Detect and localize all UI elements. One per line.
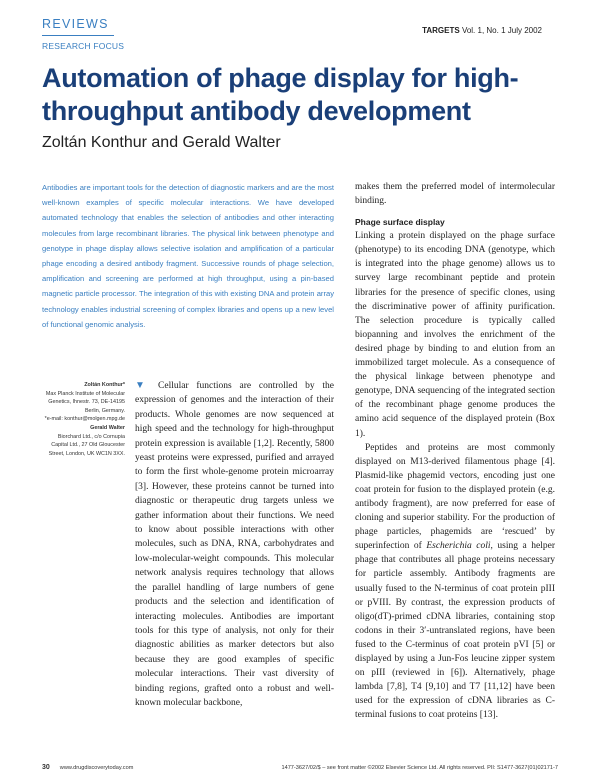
author-affiliations xyxy=(42,381,125,458)
paragraph-2-part-a: Peptides and proteins are most commonly displayed on M13-derived filamentous phage [4]. Plasmid-like phagemid vectors, encoding just one coat protein for fusion to the displayed protein (e.g. antibody fragment), are now preferred for ease of cloning and superior stability. For the production of phage particles, phagemids are ‘rescued’ by superinfection of xyxy=(355,442,555,552)
section-marker-icon: ▼ xyxy=(135,380,151,391)
footer-legal: 1477-3627/02/$ – see front matter ©2002 Elsevier Science Ltd. All rights reserved. PII: S1477-3627(01)02171-7 xyxy=(281,765,558,771)
body-column-left xyxy=(135,379,334,710)
section-label: REVIEWS xyxy=(42,17,109,31)
intro-paragraph: Cellular functions are controlled by the expression of genomes and the interaction of their products. Whole genomes are now sequenced at high speed and the technology for high-throughput protein expression is available [1,2]. Recently, 5800 yeast proteins were expressed, purified and arrayed to form the first whole-genome protein microarray [3]. However, these proteins cannot be turned into diagnostic or therapeutic drug targets unless we gather information about their functions. We need to know about possible interactions with other molecules, such as DNA, RNA, carbohydrates and low-molecular-weight compounds. This molecular network analysis requires technology that allows the parallel handling of large numbers of gene products and the selection and identification of interacting molecules. Antibodies are important tools for this type of analysis, not only for their diagnostic abilities as marker detectors but also because they are good examples of specific molecular interactions. Their vast diversity of binding regions, grafted onto a robust and well-known molecular backbone, xyxy=(135,381,334,708)
journal-name: TARGETS xyxy=(422,26,460,35)
page-number: 30 xyxy=(42,764,50,771)
continuation-text: makes them the preferred model of intermolecular binding. xyxy=(355,182,555,207)
author2-name: Gerald Walter xyxy=(90,424,125,431)
journal-issue: Vol. 1, No. 1 July 2002 xyxy=(461,26,542,35)
author1-email: *e-mail: konthur@molgen.mpg.de xyxy=(44,416,125,423)
section-rule xyxy=(42,35,114,36)
paragraph-1: Linking a protein displayed on the phage surface (phenotype) to its encoding DNA (genotype, which is integrated into the phage genome) allows us to survey large recombinant peptide and protein libraries for the presence of specific clones, using the discriminative power of affinity purification. The selection procedure is typically called biopanning and involves the enrichment of the desired phage by binding to and elution from an immobilized target molecule. As a consequence of the physical linkage between phenotype and genotype, DNA sequencing of the integrated section of the recombinant phage genome produces the amino acid sequence of the displayed protein (Box 1). xyxy=(355,231,555,439)
paragraph-2-part-b: , using a helper phage that contributes all phage proteins necessary for particle assembly. Antibody fragments are usually fused to the N-terminus of coat protein pIII or pVIII. By contrast, the expression products of oligo(dT)-primed cDNA libraries, containing stop codons in their 3′-untranslated regions, have been fused to the C-terminus of coat protein pVI [5] or displayed by using a Jun-Fos leucine zipper system on pIII (reviewed in [6]). Alternatively, phage lambda [7,8], T4 [9,10] and T7 [11,12] have been used for the expression of cDNA libraries as C-terminal fusions to coat proteins [13]. xyxy=(355,541,555,721)
journal-citation xyxy=(422,26,542,35)
subsection-label: RESEARCH FOCUS xyxy=(42,41,125,51)
author1-institution: Max Planck Institute of Molecular Genetics, Ihnestr. 73, DE-14195 Berlin, Germany. xyxy=(45,390,125,414)
paragraph-2 xyxy=(355,441,555,723)
species-name: Escherichia coli xyxy=(426,541,491,552)
article-authors: Zoltán Konthur and Gerald Walter xyxy=(42,134,281,151)
author2-institution: Biorchard Ltd., c/o Cornupia Capital Ltd., 27 Old Gloucester Street, London, UK WC1N 3XX. xyxy=(48,433,125,457)
page-footer xyxy=(42,764,558,771)
footer-url[interactable]: www.drugdiscoverytoday.com xyxy=(59,765,134,771)
author1-name: Zoltán Konthur* xyxy=(84,382,125,388)
body-column-right xyxy=(355,180,555,722)
article-title: Automation of phage display for high-throughput antibody development xyxy=(42,63,519,126)
abstract: Antibodies are important tools for the detection of diagnostic markers and are the most well-known examples of specific molecular interactions. We have developed automated technology that enables the selection of antibodies and other interacting molecules from large recombinant libraries. The physical link between phenotype and genotype in phage display allows selective isolation and amplification of a particular phage encoding a desired antibody fragment. Successive rounds of phage selection, amplification and screening are performed at high throughput, using a pin-based magnetic particle processor. The integration of this with existing DNA and protein array technology enables industrial screening of complex libraries and opens up a new level of functional genomic analysis. xyxy=(42,183,334,329)
section-heading: Phage surface display xyxy=(355,217,445,228)
